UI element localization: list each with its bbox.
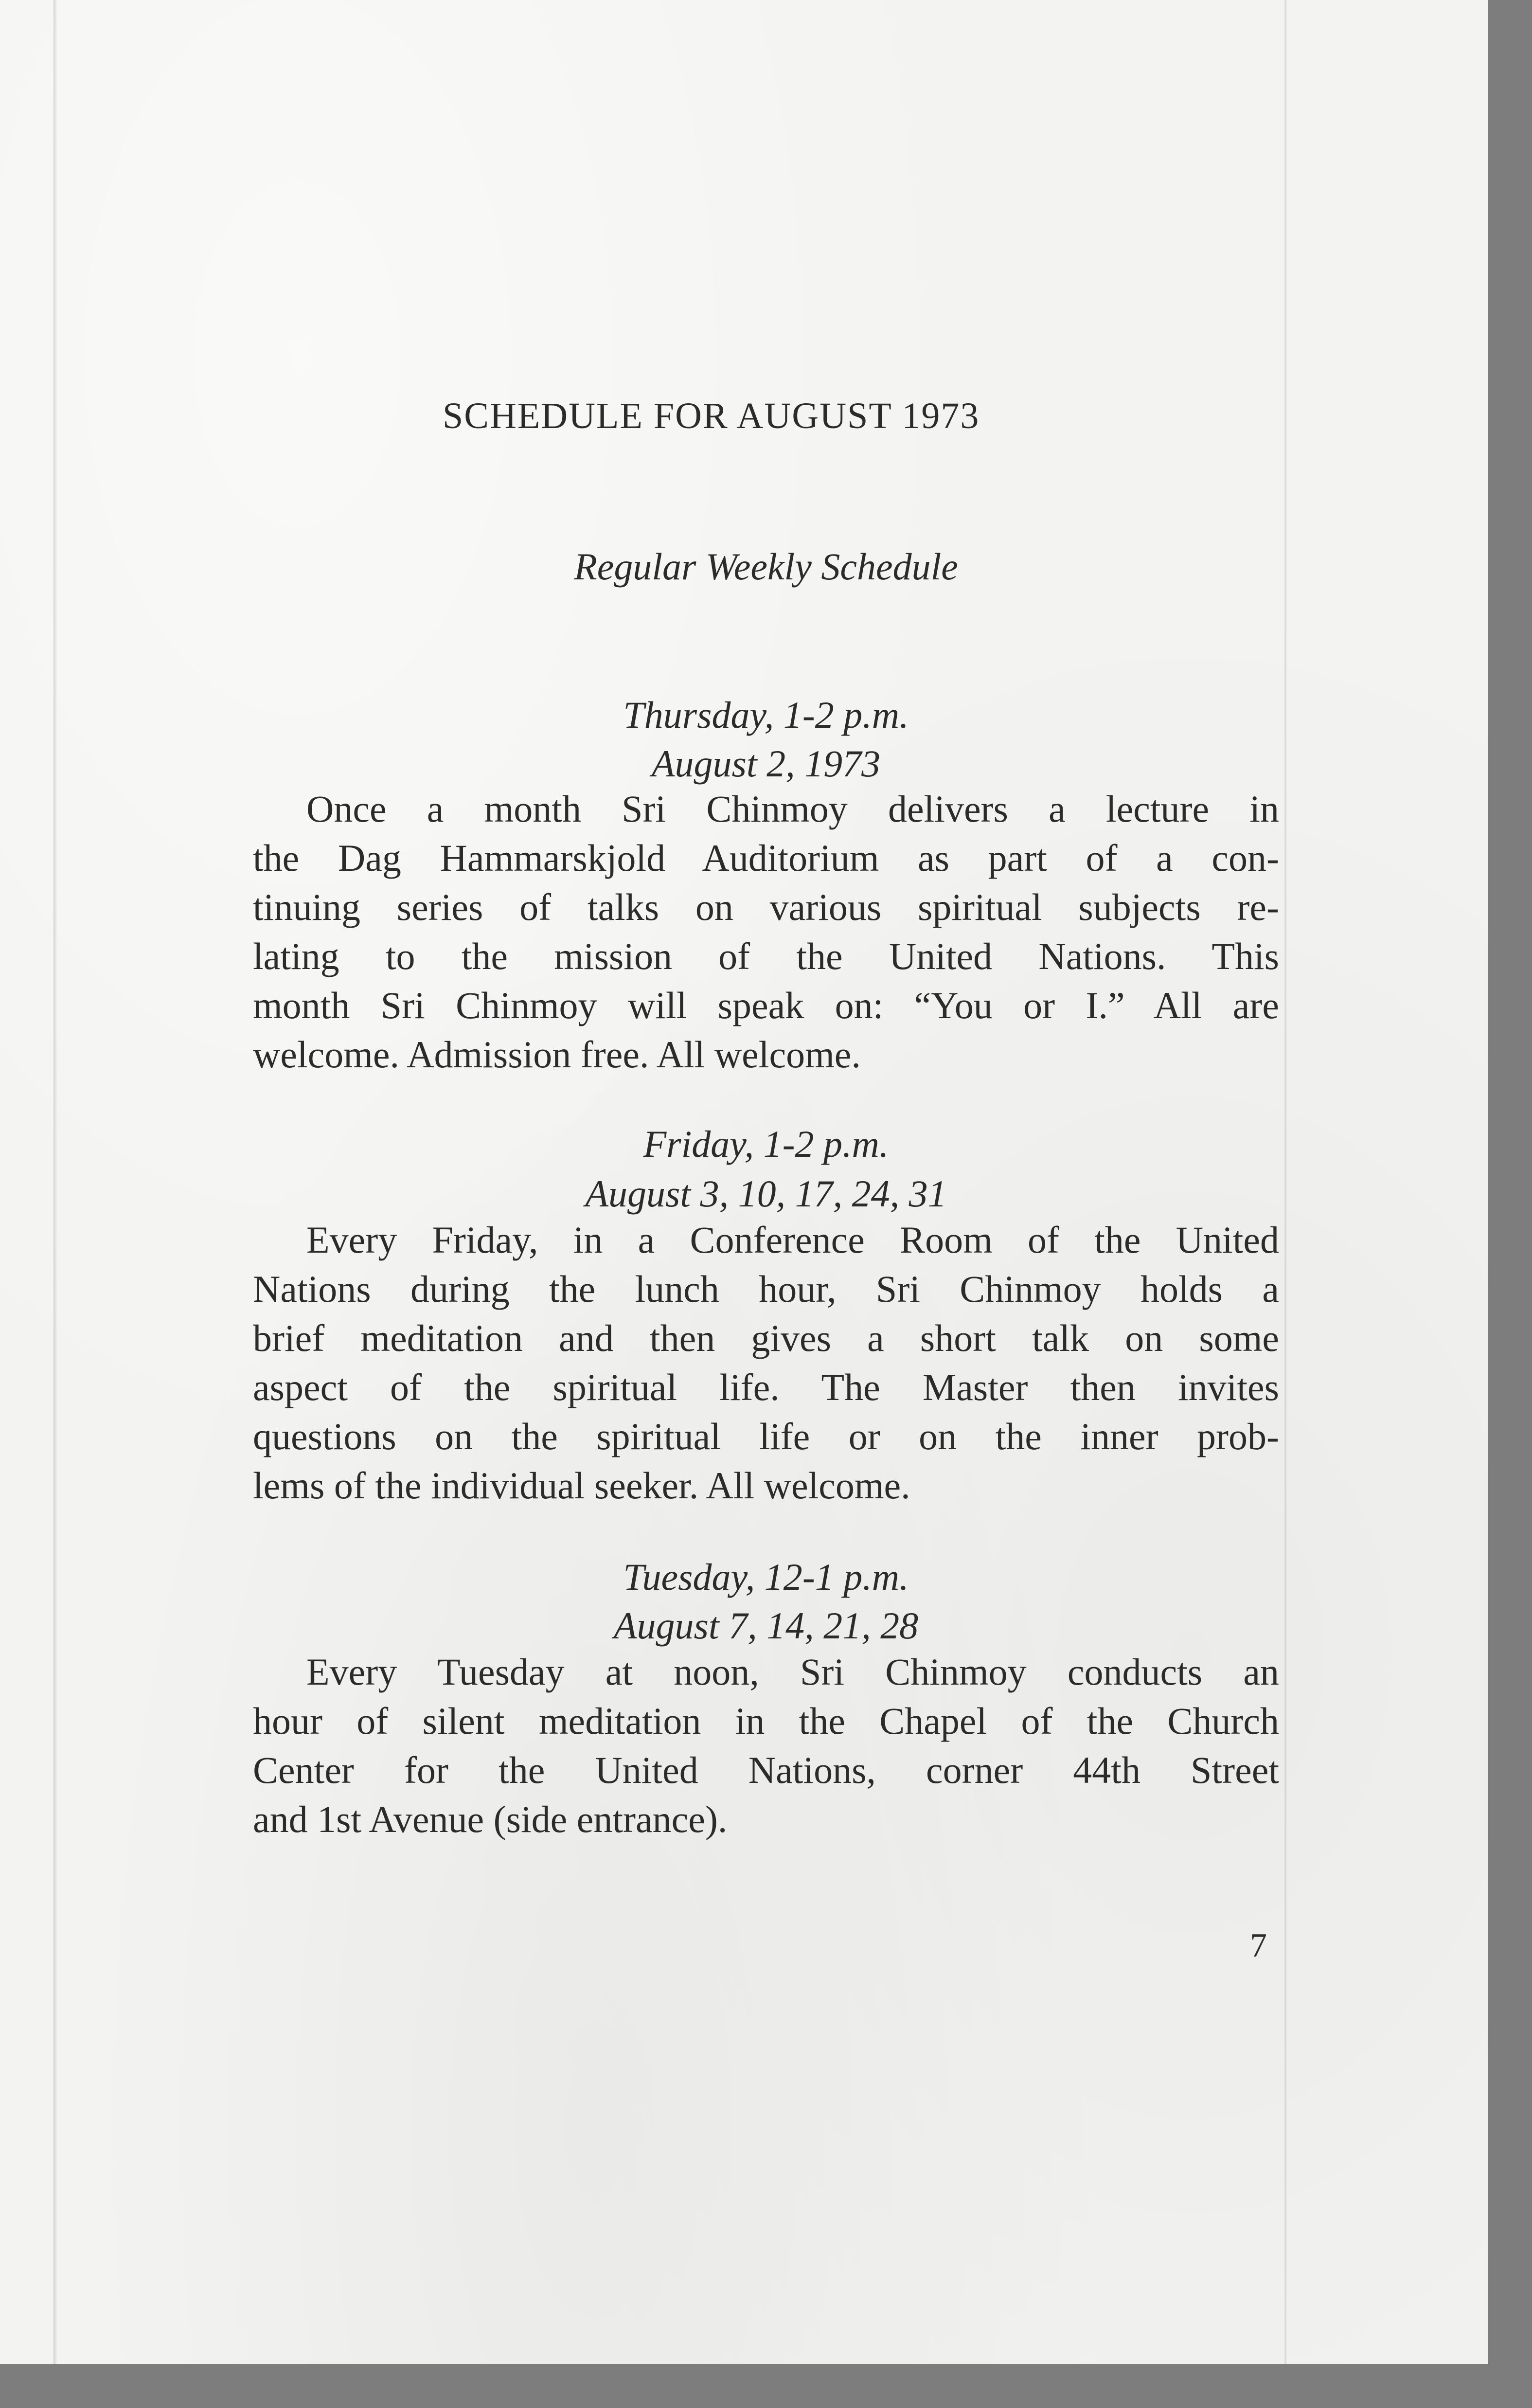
body-line: hour of silent meditation in the Chapel of the Church	[253, 1700, 1279, 1742]
page-title: SCHEDULE FOR AUGUST 1973	[443, 395, 980, 436]
body-line: aspect of the spiritual life. The Master then invites	[253, 1366, 1279, 1408]
body-line: and 1st Avenue (side entrance).	[253, 1798, 728, 1840]
body-line: Every Friday, in a Conference Room of the United	[306, 1219, 1279, 1261]
body-line: Once a month Sri Chinmoy delivers a lecture in	[306, 788, 1279, 830]
section-dates: August 2, 1973	[651, 742, 881, 785]
body-line: Every Tuesday at noon, Sri Chinmoy conducts an	[306, 1651, 1279, 1693]
section-body-friday	[253, 1215, 1279, 1510]
body-line: questions on the spiritual life or on the inner prob-	[253, 1415, 1279, 1457]
body-line: welcome. Admission free. All welcome.	[253, 1033, 861, 1076]
page-fold-shadow	[53, 0, 57, 2364]
section-day-time: Friday, 1-2 p.m.	[643, 1123, 889, 1165]
body-line: Nations during the lunch hour, Sri Chinmoy holds a	[253, 1268, 1279, 1310]
section-dates: August 7, 14, 21, 28	[613, 1604, 919, 1647]
page-crease	[1284, 0, 1287, 2364]
section-dates: August 3, 10, 17, 24, 31	[585, 1172, 947, 1215]
body-line: brief meditation and then gives a short talk on some	[253, 1317, 1279, 1359]
section-day-time: Tuesday, 12-1 p.m.	[623, 1556, 909, 1598]
section-day-time: Thursday, 1-2 p.m.	[623, 694, 909, 736]
body-line: tinuing series of talks on various spiritual subjects re-	[253, 886, 1279, 928]
body-line: lems of the individual seeker. All welcome.	[253, 1464, 910, 1507]
section-body-thursday	[253, 784, 1279, 1079]
body-line: month Sri Chinmoy will speak on: “You or I.” All are	[253, 984, 1279, 1026]
body-line: lating to the mission of the United Nations. This	[253, 935, 1279, 977]
section-body-tuesday	[253, 1647, 1279, 1844]
body-line: the Dag Hammarskjold Auditorium as part of a con-	[253, 837, 1279, 879]
page-number: 7	[1250, 1927, 1267, 1964]
body-line: Center for the United Nations, corner 44th Street	[253, 1749, 1279, 1791]
subheading: Regular Weekly Schedule	[574, 545, 958, 588]
